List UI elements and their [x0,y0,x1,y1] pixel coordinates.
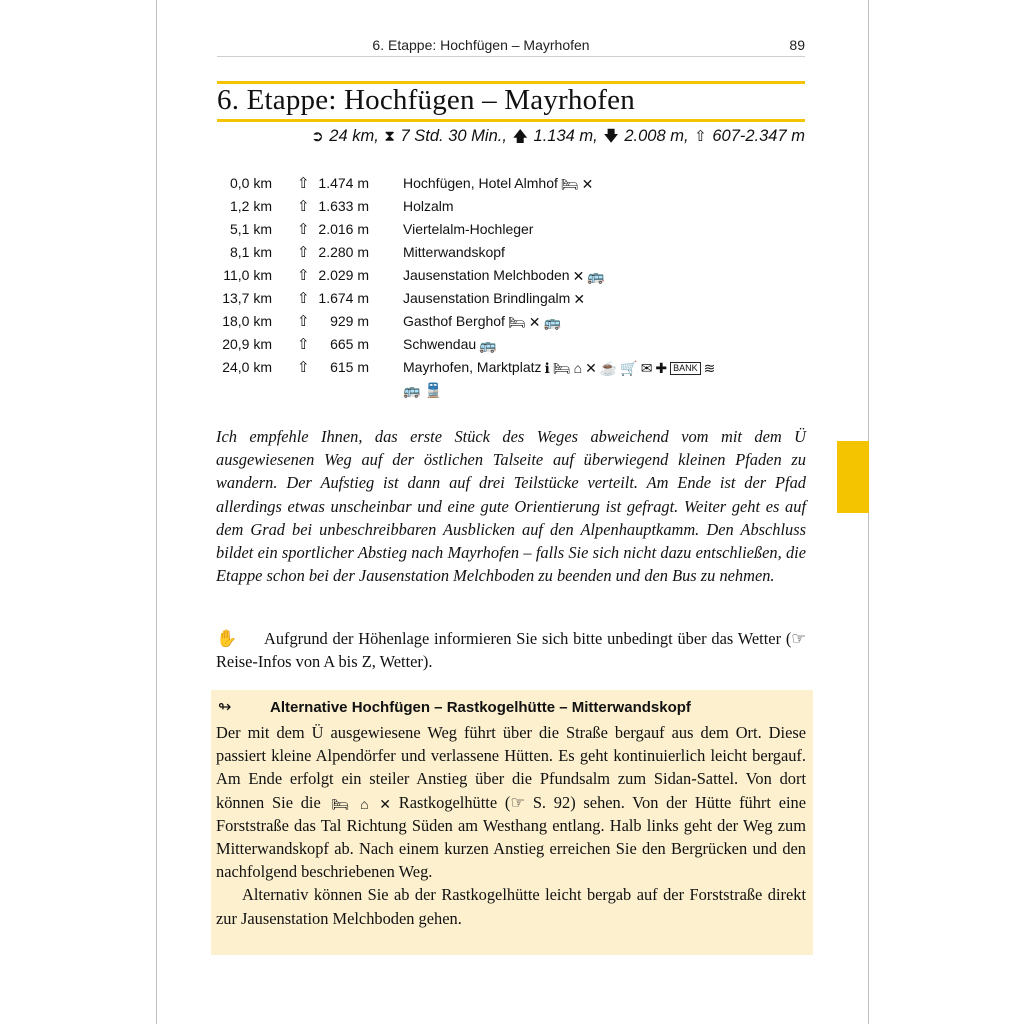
bed-icon: 🛏 [552,360,571,376]
hand-icon: ✋ [216,629,238,648]
altitude-arrow-icon: ⇧ [694,128,707,145]
route-place [403,198,454,214]
bus-icon: 🚌 [479,337,497,353]
restaurant-icon: ✕ [572,268,585,284]
route-row [212,195,812,218]
altitude-arrow-icon: ⇧ [297,290,310,307]
info-icon: ℹ [544,360,550,376]
route-place-name: Jausenstation Brindlingalm [403,290,571,306]
route-place-name: Viertelalm-Hochleger [403,221,534,237]
route-place-name: Holzalm [403,198,454,214]
alternative-text [216,721,806,930]
altitude-arrow-icon: ⇧ [297,244,310,261]
route-place [403,221,533,237]
hut-icon: ⌂ [360,797,369,813]
route-altitude: 1.674 m [318,290,369,306]
altitude-arrow-icon: ⇧ [297,359,310,376]
running-title: 6. Etappe: Hochfügen – Mayrhofen [372,37,590,53]
train-icon: 🚆 [424,382,442,398]
bus-icon: 🚌 [587,268,605,284]
stage-stats [310,126,805,151]
route-km: 8,1 km [229,244,272,260]
route-altitude: 2.280 m [318,244,369,260]
route-row [212,310,812,333]
bed-icon: 🛏 [331,797,350,813]
bank-icon: BANK [670,362,701,375]
route-altitude: 1.633 m [318,198,369,214]
ascent-value: 1.134 m, [533,127,598,145]
route-row [212,264,812,287]
descent-arrow-icon: 🡇 [603,128,619,145]
altitude-arrow-icon: ⇧ [297,198,310,215]
route-km: 13,7 km [222,290,272,306]
distance-value: 24 km, [329,127,379,145]
bus-icon: 🚌 [543,314,561,330]
altitude-arrow-icon: ⇧ [297,221,310,238]
weather-notice [216,627,806,673]
hourglass-icon: ⧗ [384,128,395,145]
pointer-hand-icon: ☞ [510,792,526,812]
post-icon: ✉ [640,360,653,376]
alternative-paragraph-2: Alternativ können Sie ab der Rastkogelhütte leicht bergab auf der Forststraße direkt zur Jausenstation Melchboden gehen. [216,885,806,928]
pointer-hand-icon: ☞ [791,629,806,648]
restaurant-icon: ✕ [585,360,597,376]
alt-p1-part-c: S. 92) sehen. Von der Hütte führt eine Forststraße das Tal Richtung Süden am Westhang entlang. Halb links geht der Weg zum Mitterwandskopf ab. Nach einem kurzen Anstieg erreichen Sie den Bergrücken und den nachfolgend beschriebenen Weg. [216,792,806,882]
route-place [403,359,715,375]
pharmacy-icon: ✚ [655,360,668,376]
route-km: 20,9 km [222,336,272,352]
alternative-route-icon: ↬ [218,699,232,716]
alternative-paragraph-1 [216,721,806,883]
bed-icon: 🛏 [507,314,526,330]
running-header [217,36,805,56]
notice-text-before: Aufgrund der Höhenlage informieren Sie sich bitte unbedingt über das Wetter ( [264,629,792,648]
route-row [212,241,812,264]
route-altitude: 1.474 m [318,175,369,191]
route-place-name: Mitterwandskopf [403,244,505,260]
route-place-name: Jausenstation Melchboden [403,267,570,283]
route-km: 24,0 km [222,359,272,375]
altitude-range-value: 607-2.347 m [712,127,805,145]
stage-title: 6. Etappe: Hochfügen – Mayrhofen [217,84,635,116]
restaurant-icon: ✕ [528,314,541,330]
route-row [212,333,812,356]
route-table [212,172,812,403]
route-place [403,290,585,306]
restaurant-icon: ✕ [581,176,594,192]
cafe-icon: ☕ [599,360,618,376]
route-place-name: Hochfügen, Hotel Almhof [403,175,558,191]
altitude-arrow-icon: ⇧ [297,175,310,192]
chapter-tab-marker [837,441,869,513]
route-row [212,287,812,310]
distance-icon: ➲ [311,128,324,145]
route-altitude: 2.016 m [318,221,369,237]
route-place [403,267,605,283]
altitude-arrow-icon: ⇧ [297,267,310,284]
notice-text-after: Reise-Infos von A bis Z, Wetter). [216,652,433,672]
alt-p1-part-b: Rastkogelhütte ( [391,792,511,812]
route-altitude: 2.029 m [318,267,369,283]
alt-p1-part-a: Der mit dem Ü ausgewiesene Weg führt über die Straße bergauf aus dem Ort. Diese passiert kleine Alpendörfer und verlassene Hütten. Es geht kontinuierlich leicht bergauf. Am Ende erfolgt ein steiler Anstieg über die Pfundsalm zum Sidan-Sattel. Von dort können Sie die [216,723,806,812]
route-km: 5,1 km [229,221,272,237]
route-km: 18,0 km [222,313,272,329]
time-value: 7 Std. 30 Min., [400,127,507,145]
shop-icon: 🛒 [620,360,638,376]
route-row [212,218,812,241]
route-row-extra [212,379,812,403]
route-km: 0,0 km [229,175,272,191]
route-altitude: 665 m [330,336,369,352]
ascent-arrow-icon: 🡅 [512,128,528,145]
route-km: 11,0 km [223,267,272,283]
route-place [403,313,561,329]
route-km: 1,2 km [229,198,272,214]
descent-value: 2.008 m, [624,127,689,145]
hut-icon: ⌂ [573,360,583,376]
alternative-heading-text: Alternative Hochfügen – Rastkogelhütte – Mitterwandskopf [270,699,691,716]
restaurant-icon: ✕ [573,291,586,307]
route-place-extra-icons [403,381,442,397]
bus-icon: 🚌 [403,382,421,398]
route-row [212,356,812,379]
route-place [403,244,505,260]
altitude-arrow-icon: ⇧ [297,313,310,330]
route-place [403,336,497,352]
title-rule-bottom [217,119,805,122]
route-altitude: 929 m [330,313,369,329]
route-row [212,172,812,195]
page-number: 89 [789,37,805,53]
header-rule [217,56,805,57]
route-altitude: 615 m [330,359,369,375]
alternative-heading [218,697,691,717]
bed-icon: 🛏 [560,176,579,192]
restaurant-icon: ✕ [379,797,392,813]
route-place [403,175,593,191]
intro-paragraph: Ich empfehle Ihnen, das erste Stück des Weges abweichend vom mit dem Ü ausgewiesenen Weg auf der östlichen Talseite auf überwiegend kleinen Pfaden zu wandern. Der Aufstieg ist dann auf drei Teilstücke verteilt. Am Ende ist der Pfad allerdings etwas unscheinbar und eine gute Orientierung ist gefragt. Weiter geht es auf dem Grad bei unbeschreibbaren Ausblicken auf den Alpenhauptkamm. Den Abschluss bildet ein sportlicher Abstieg nach Mayrhofen – falls Sie sich nicht dazu entschließen, die Etappe schon bei der Jausenstation Melchboden zu beenden und den Bus zu nehmen. [216,427,806,586]
swimming-icon: ≋ [703,360,716,376]
route-place-name: Mayrhofen, Marktplatz [403,359,542,375]
altitude-arrow-icon: ⇧ [297,336,310,353]
route-place-name: Schwendau [403,336,477,352]
route-place-name: Gasthof Berghof [403,313,505,329]
